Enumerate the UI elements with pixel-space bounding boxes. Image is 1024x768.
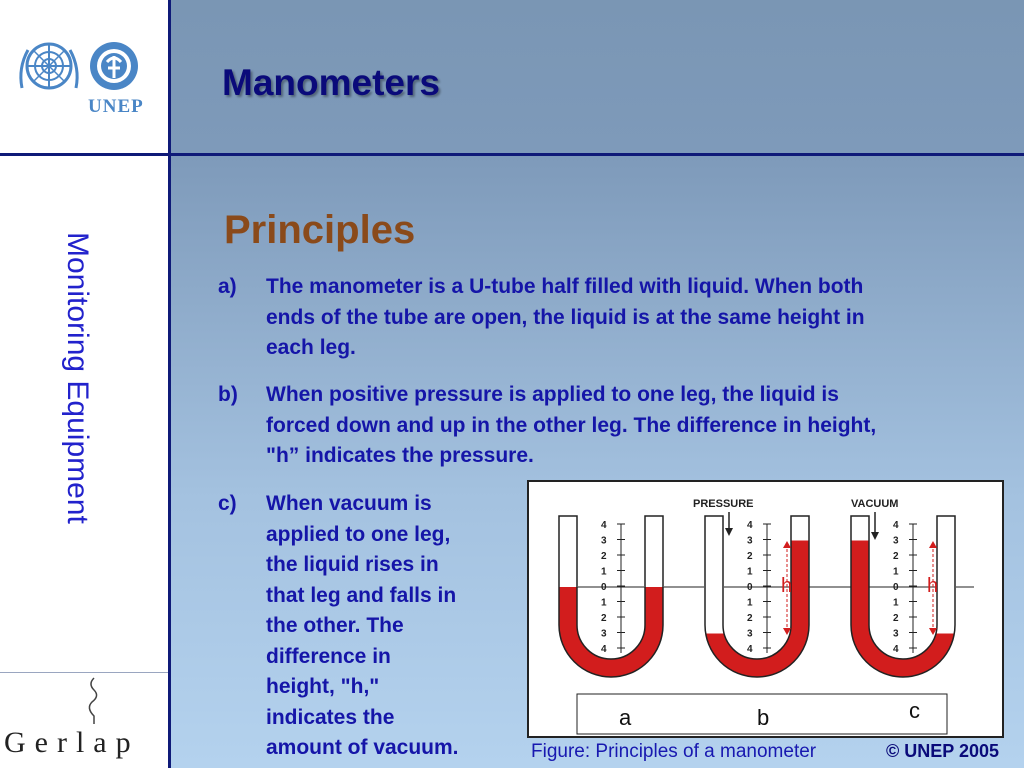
scale-tick-label: 0 — [893, 582, 899, 593]
scale-tick-label: 2 — [893, 551, 899, 562]
list-item-label: b) — [218, 383, 238, 406]
pressure-label: PRESSURE — [693, 498, 754, 510]
scale-tick-label: 3 — [747, 628, 753, 640]
panel-label-a: a — [619, 705, 632, 730]
scale-tick-label: 0 — [747, 582, 753, 593]
text-line: ends of the tube are open, the liquid is at the same height in — [266, 305, 865, 329]
un-emblem-icon — [21, 44, 77, 88]
pressure-arrow-head — [725, 528, 733, 536]
tube-b — [704, 514, 810, 677]
h-label-c: h — [927, 575, 939, 597]
list-item-c — [218, 489, 518, 768]
scale-tick-label: 2 — [601, 551, 607, 562]
list-item-text — [266, 272, 865, 364]
tube-a — [558, 514, 664, 677]
list-item-text — [266, 380, 876, 472]
list-item-text — [266, 489, 459, 764]
text-line: The manometer is a U-tube half filled with liquid. When both — [266, 275, 864, 298]
text-line: amount of vacuum. — [266, 736, 459, 759]
scale-tick-label: 3 — [893, 535, 899, 547]
figure-caption: Figure: Principles of a manometer — [531, 741, 817, 762]
scale-tick-label: 4 — [601, 520, 607, 531]
list-item-b — [218, 380, 1018, 475]
scale-tick-label: 2 — [747, 613, 753, 624]
scale-tick-label: 4 — [601, 644, 607, 655]
h-label-b: h — [781, 575, 793, 597]
text-line: difference in — [266, 644, 391, 668]
list-item-label: a) — [218, 275, 237, 298]
gerlap-swirl-icon — [80, 676, 110, 724]
horizontal-divider — [0, 153, 1024, 156]
text-line: applied to one leg, — [266, 522, 451, 546]
vacuum-label: VACUUM — [851, 498, 899, 510]
scale-tick-label: 1 — [747, 566, 753, 578]
unep-logo-text: UNEP — [88, 96, 144, 117]
scale-tick-label: 1 — [601, 597, 607, 609]
text-line: "h” indicates the pressure. — [266, 444, 534, 467]
slide-subtitle: Principles — [224, 208, 416, 252]
scale-tick-label: 2 — [747, 551, 753, 562]
text-line: When positive pressure is applied to one leg, the liquid is — [266, 383, 839, 406]
scale-tick-label: 0 — [601, 582, 607, 593]
gerlap-logo: Gerlap — [4, 726, 140, 759]
scale-tick-label: 3 — [601, 628, 607, 640]
text-line: the liquid rises in — [266, 553, 439, 576]
vacuum-arrow-head — [871, 532, 879, 540]
scale-tick-label: 1 — [601, 566, 607, 578]
text-line: When vacuum is — [266, 492, 432, 515]
tube-c — [850, 514, 956, 677]
text-line: the other. The — [266, 614, 404, 637]
panel-label-c: c — [909, 698, 920, 723]
scale-tick-label: 2 — [893, 613, 899, 624]
copyright-text: © UNEP 2005 — [886, 741, 999, 761]
text-line: height, "h," — [266, 675, 380, 698]
slide-title: Manometers — [222, 62, 440, 103]
text-line: that leg and falls in — [266, 583, 457, 607]
scale-tick-label: 1 — [747, 597, 753, 609]
sidebar-divider — [0, 672, 168, 673]
scale-tick-label: 1 — [893, 566, 899, 578]
list-item-label: c) — [218, 492, 237, 515]
scale-tick-label: 3 — [893, 628, 899, 640]
scale-tick-label: 3 — [601, 535, 607, 547]
scale-tick-label: 4 — [893, 520, 899, 531]
scale-tick-label: 3 — [747, 535, 753, 547]
manometer-diagram — [529, 482, 1002, 736]
scale-tick-label: 4 — [747, 520, 753, 531]
text-line: forced down and up in the other leg. The difference in height, — [266, 413, 877, 437]
list-item-a — [218, 272, 1018, 367]
vertical-divider — [168, 0, 171, 768]
sidebar-label: Monitoring Equipment — [61, 232, 94, 524]
panel-label-b: b — [757, 705, 770, 730]
text-line: indicates the — [266, 705, 395, 729]
scale-tick-label: 4 — [893, 644, 899, 655]
scale-tick-label: 2 — [601, 613, 607, 624]
manometer-figure — [527, 480, 1004, 738]
scale-tick-label: 4 — [747, 644, 753, 655]
unep-emblem-icon — [90, 42, 138, 90]
text-line: each leg. — [266, 336, 356, 359]
scale-tick-label: 1 — [893, 597, 899, 609]
